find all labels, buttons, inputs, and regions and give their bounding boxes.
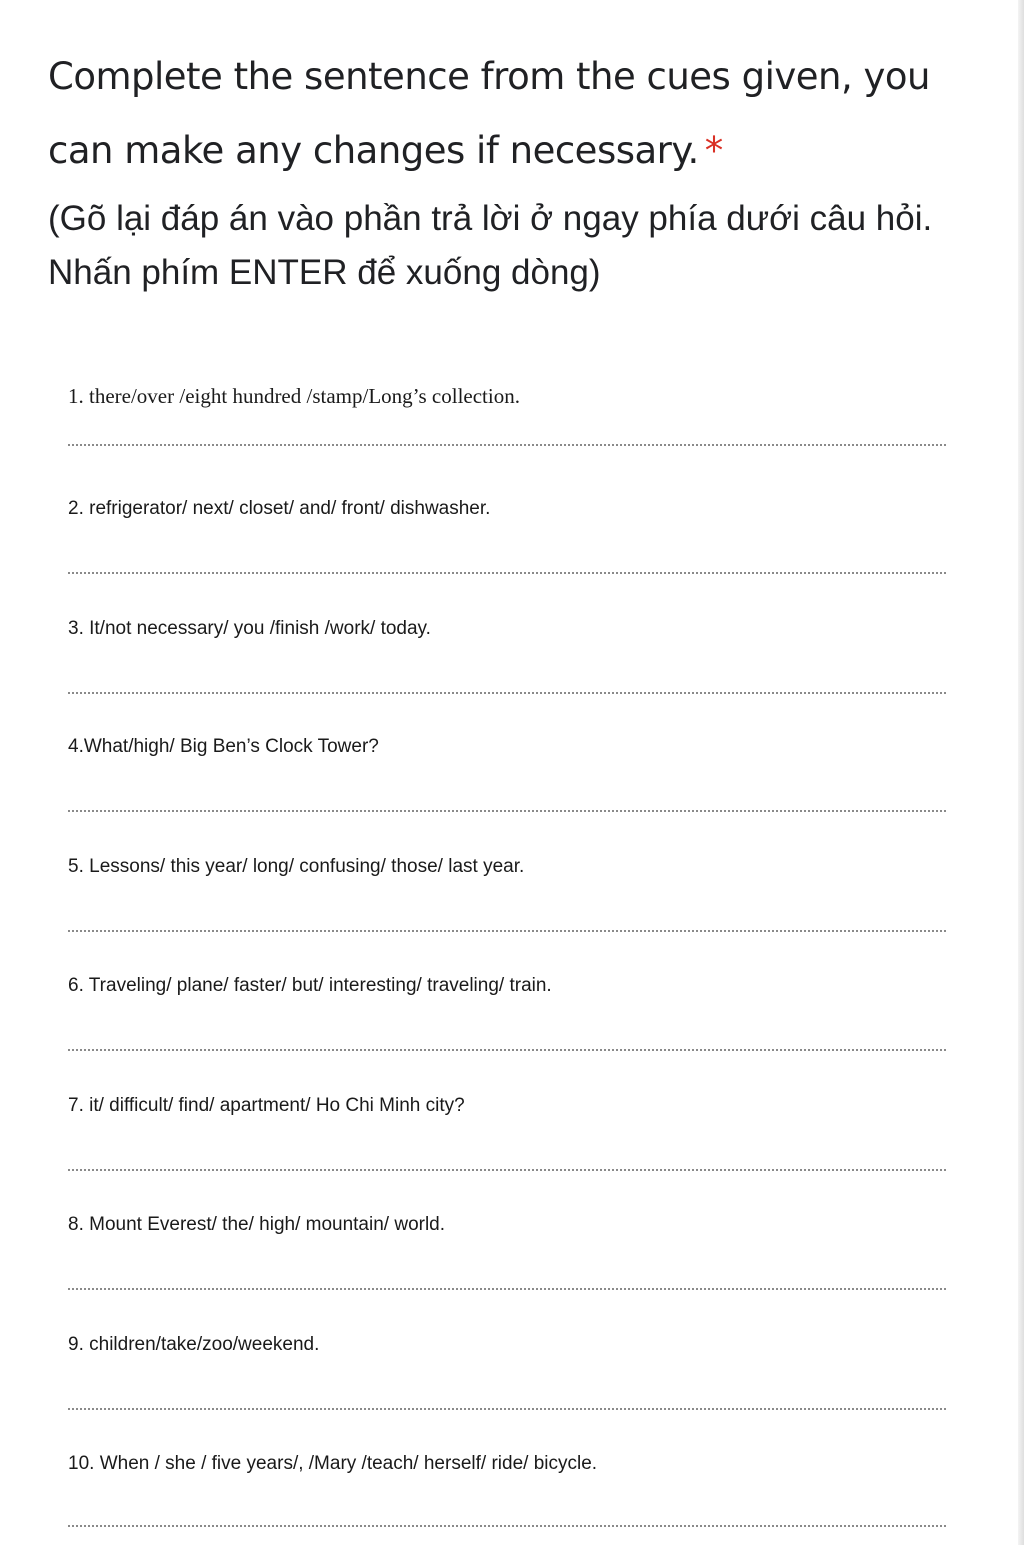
question-title-text: Complete the sentence from the cues given, you can make any changes if necessary.	[48, 55, 930, 172]
exercise-cue: 1. there/over /eight hundred /stamp/Long’s collection.	[68, 384, 520, 408]
answer-line	[68, 810, 946, 812]
exercise-cue: 5. Lessons/ this year/ long/ confusing/ those/ last year.	[68, 856, 525, 877]
exercise-cue: 3. It/not necessary/ you /finish /work/ today.	[68, 618, 431, 639]
question-title	[48, 40, 958, 188]
exercise-cue: 8. Mount Everest/ the/ high/ mountain/ world.	[68, 1214, 446, 1235]
answer-line	[68, 930, 946, 932]
exercise-cue: 9. children/take/zoo/weekend.	[68, 1334, 320, 1355]
exercise-item-6	[68, 975, 948, 997]
exercise-item-3	[68, 618, 948, 640]
answer-line	[68, 1288, 946, 1290]
page-edge-shadow	[1018, 0, 1024, 1545]
answer-line	[68, 1169, 946, 1171]
exercise-item-8	[68, 1214, 948, 1236]
answer-line	[68, 1049, 946, 1051]
exercise-item-2	[68, 498, 948, 520]
question-description: (Gõ lại đáp án vào phần trả lời ở ngay phía dưới câu hỏi. Nhấn phím ENTER để xuống dòng)	[48, 199, 933, 292]
exercise-item-7	[68, 1095, 948, 1117]
exercise-cue: 7. it/ difficult/ find/ apartment/ Ho Chi Minh city?	[68, 1095, 465, 1116]
exercise-item-5	[68, 856, 948, 878]
exercise-cue: 2. refrigerator/ next/ closet/ and/ front/ dishwasher.	[68, 498, 491, 519]
exercise-item-9	[68, 1334, 948, 1356]
exercise-item-1	[68, 384, 948, 409]
answer-line	[68, 572, 946, 574]
exercise-image	[0, 360, 1018, 1545]
answer-line	[68, 1525, 946, 1527]
answer-line	[68, 444, 946, 446]
required-asterisk: *	[704, 129, 723, 172]
answer-line	[68, 692, 946, 694]
answer-line	[68, 1408, 946, 1410]
exercise-cue: 6. Traveling/ plane/ faster/ but/ interesting/ traveling/ train.	[68, 975, 552, 996]
exercise-cue: 10. When / she / five years/, /Mary /teach/ herself/ ride/ bicycle.	[68, 1453, 598, 1474]
exercise-item-10	[68, 1453, 948, 1475]
exercise-item-4	[68, 736, 948, 758]
exercise-cue: 4.What/high/ Big Ben’s Clock Tower?	[68, 736, 379, 757]
